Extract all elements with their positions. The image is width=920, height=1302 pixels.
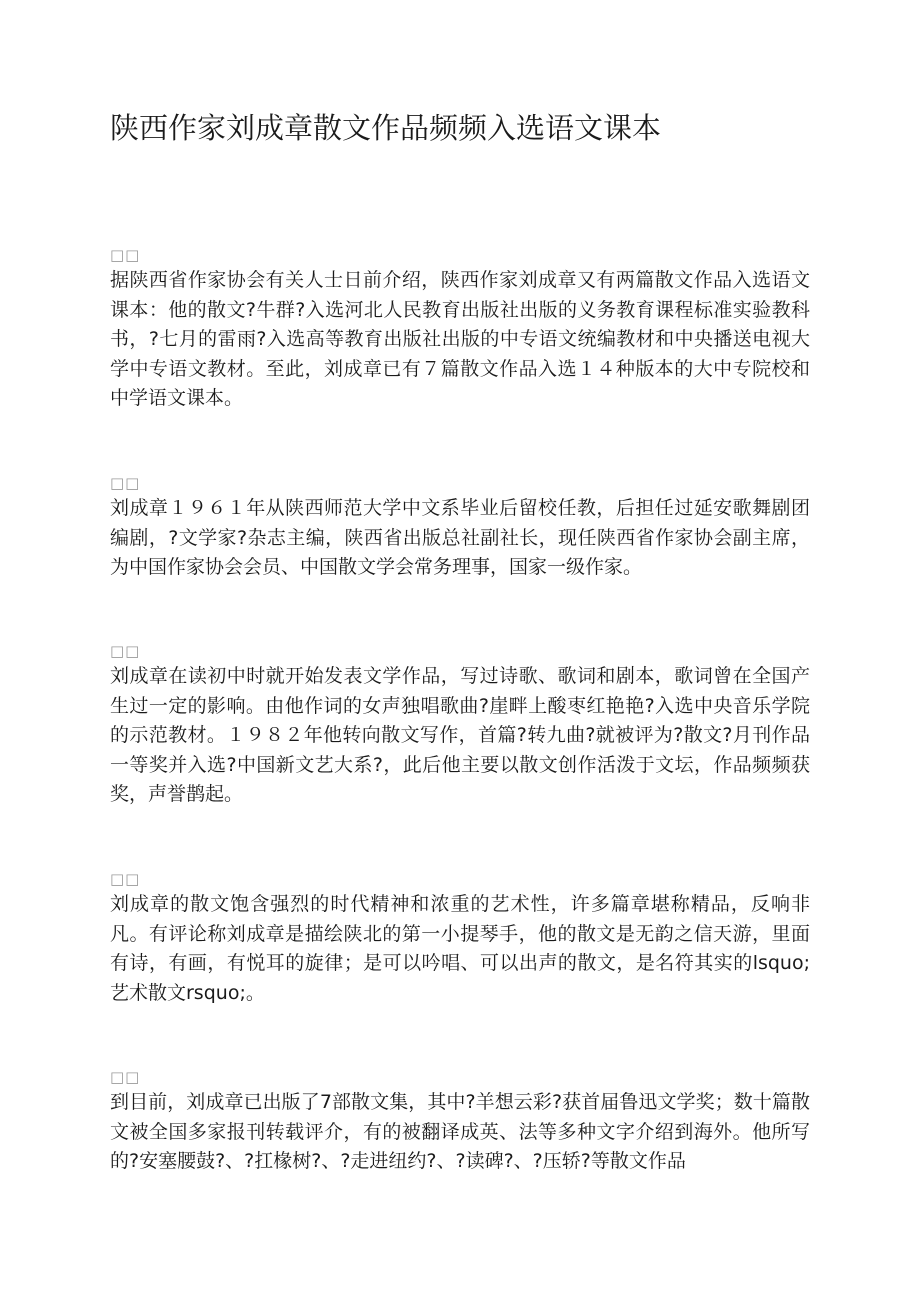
paragraph-text: 刘成章１９６１年从陕西师范大学中文系毕业后留校任教，后担任过延安歌舞剧团编剧，?文学家?杂志主编，陕西省出版总社副社长，现任陕西省作家协会副主席，为中国作家协会会员、中国散文学会常务理事，国家一级作家。 <box>110 497 810 578</box>
paragraph-2 <box>110 472 810 583</box>
paragraph-text: 据陕西省作家协会有关人士日前介绍，陕西作家刘成章又有两篇散文作品入选语文课本：他的散文?牛群?入选河北人民教育出版社出版的义务教育课程标准实验教科书，?七月的雷雨?入选高等教育出版社出版的中专语文统编教材和中央播送电视大学中专语文教材。至此，刘成章已有７篇散文作品入选１４种版本的大中专院校和中学语文课本。 <box>110 269 810 409</box>
paragraph-marker: □□ <box>110 1068 141 1086</box>
paragraph-text: 到目前，刘成章已出版了7部散文集，其中?羊想云彩?获首届鲁迅文学奖；数十篇散文被全国多家报刊转载评介，有的被翻译成英、法等多种文字介绍到海外。他所写的?安塞腰鼓?、?扛椽树?、?走进纽约?、?读碑?、?压轿?等散文作品 <box>110 1091 810 1172</box>
paragraph-3 <box>110 640 810 810</box>
paragraph-4 <box>110 868 810 1008</box>
paragraph-1 <box>110 244 810 414</box>
page-title: 陕西作家刘成章散文作品频频入选语文课本 <box>110 111 662 145</box>
paragraph-text: 刘成章的散文饱含强烈的时代精神和浓重的艺术性，许多篇章堪称精品，反响非凡。有评论称刘成章是描绘陕北的第一小提琴手，他的散文是无韵之信天游，里面有诗，有画，有悦耳的旋律；是可以吟唱、可以出声的散文，是名符其实的lsquo;艺术散文rsquo;。 <box>110 893 810 1004</box>
paragraph-5 <box>110 1066 810 1177</box>
paragraph-marker: □□ <box>110 642 141 660</box>
paragraph-marker: □□ <box>110 474 141 492</box>
paragraph-marker: □□ <box>110 246 141 264</box>
paragraph-marker: □□ <box>110 870 141 888</box>
paragraph-text: 刘成章在读初中时就开始发表文学作品，写过诗歌、歌词和剧本，歌词曾在全国产生过一定的影响。由他作词的女声独唱歌曲?崖畔上酸枣红艳艳?入选中央音乐学院的示范教材。１９８２年他转向散文写作，首篇?转九曲?就被评为?散文?月刊作品一等奖并入选?中国新文艺大系?，此后他主要以散文创作活泼于文坛，作品频频获奖，声誉鹊起。 <box>110 665 810 805</box>
